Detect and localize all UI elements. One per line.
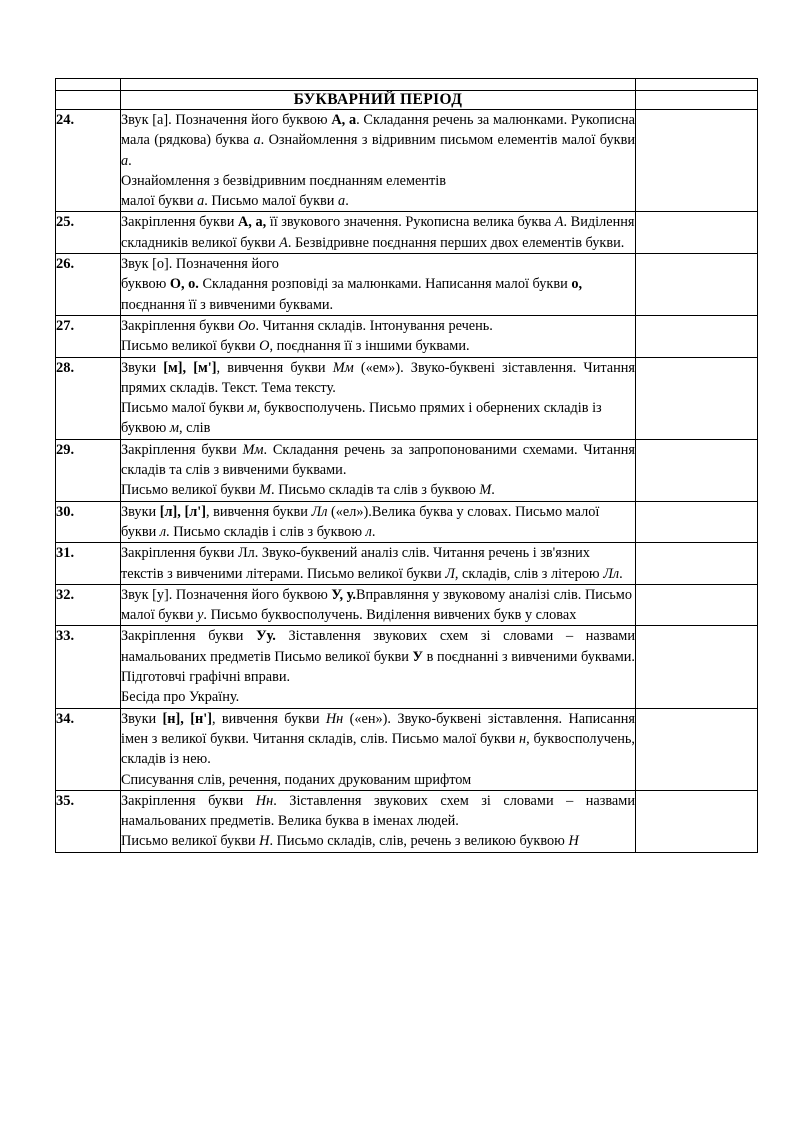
content-paragraph: Закріплення букви Оо. Читання складів. Інтонування речень. bbox=[121, 317, 493, 334]
row-number-cell: 26. bbox=[56, 254, 121, 316]
table-row bbox=[56, 790, 758, 852]
row-content-cell bbox=[121, 543, 636, 585]
table-row bbox=[56, 501, 758, 543]
table-spacer-row bbox=[56, 79, 758, 91]
row-content-cell bbox=[121, 708, 636, 790]
row-notes-cell bbox=[636, 315, 758, 357]
content-paragraph: Письмо великої букви О, поєднання її з іншими буквами. bbox=[121, 338, 470, 355]
row-notes-cell bbox=[636, 790, 758, 852]
row-notes-cell bbox=[636, 501, 758, 543]
row-notes-cell bbox=[636, 357, 758, 439]
content-paragraph: Звуки [н], [н'], вивчення букви Нн («ен»). Звуко-буквені зіставлення. Написання імен з великої букви. Читання складів, слів. Письмо малої букви н, буквосполучень, складів із нею. bbox=[121, 710, 635, 768]
page-title: БУКВАРНИЙ ПЕРІОД bbox=[121, 91, 636, 110]
row-content-cell bbox=[121, 501, 636, 543]
content-paragraph: Закріплення букви А, а, її звукового значення. Рукописна велика буква А. Виділення складників великої букви А. Безвідривне поєднання перших двох елементів букви. bbox=[121, 214, 635, 251]
row-notes-cell bbox=[636, 626, 758, 708]
content-paragraph: Закріплення букви Лл. Звуко-буквений аналіз слів. Читання речень і зв'язних текстів з вивченими літерами. Письмо великої букви Л, складів, слів з літерою Лл. bbox=[121, 545, 623, 582]
row-content-cell bbox=[121, 315, 636, 357]
table-row bbox=[56, 439, 758, 501]
table-row bbox=[56, 212, 758, 254]
content-paragraph: Звуки [м], [м'], вивчення букви Мм («ем»). Звуко-буквені зіставлення. Читання прямих складів. Текст. Тема тексту. bbox=[121, 359, 636, 396]
spacer-cell-notes bbox=[636, 79, 758, 91]
row-content-cell bbox=[121, 790, 636, 852]
row-notes-cell bbox=[636, 254, 758, 316]
row-number-cell: 27. bbox=[56, 315, 121, 357]
table-body bbox=[56, 79, 758, 853]
row-number-cell: 30. bbox=[56, 501, 121, 543]
table-row bbox=[56, 708, 758, 790]
content-paragraph: Закріплення букви Мм. Складання речень за запропонованими схемами. Читання складів та слів з вивченими буквами. bbox=[121, 441, 635, 479]
header-cell-notes bbox=[636, 91, 758, 110]
row-content-cell bbox=[121, 254, 636, 316]
row-number-cell: 25. bbox=[56, 212, 121, 254]
content-paragraph: Звук [а]. Позначення його буквою А, а. Складання речень за малюнками. Рукописна мала (рядкова) буква а. Ознайомлення з відривним письмом елементів малої букви а. bbox=[121, 112, 635, 169]
row-content-cell bbox=[121, 626, 636, 708]
row-notes-cell bbox=[636, 708, 758, 790]
content-paragraph: буквою О, о. Складання розповіді за малюнками. Написання малої букви о, поєднання її з вивченими буквами. bbox=[121, 276, 583, 313]
content-paragraph: Письмо малої букви м, буквосполучень. Письмо прямих і обернених складів із буквою м, слів bbox=[121, 400, 602, 437]
row-content-cell bbox=[121, 110, 636, 212]
row-notes-cell bbox=[636, 584, 758, 626]
content-paragraph: Звук [у]. Позначення його буквою У, у.Вправляння у звуковому аналізі слів. Письмо малої букви у. Письмо буквосполучень. Виділення вивчених букв у словах bbox=[121, 586, 632, 624]
row-notes-cell bbox=[636, 110, 758, 212]
table-row bbox=[56, 315, 758, 357]
row-number-cell: 31. bbox=[56, 543, 121, 585]
table-row bbox=[56, 584, 758, 626]
row-number-cell: 29. bbox=[56, 439, 121, 501]
content-paragraph: Звуки [л], [л'], вивчення букви Лл («ел»).Велика буква у словах. Письмо малої букви л. Письмо складів і слів з буквою л. bbox=[121, 503, 600, 540]
table-row bbox=[56, 110, 758, 212]
table-row bbox=[56, 254, 758, 316]
bukvarnyi-period-table bbox=[55, 78, 758, 853]
row-content-cell bbox=[121, 584, 636, 626]
row-number-cell: 34. bbox=[56, 708, 121, 790]
row-content-cell bbox=[121, 439, 636, 501]
spacer-cell-number bbox=[56, 79, 121, 91]
row-number-cell: 33. bbox=[56, 626, 121, 708]
content-paragraph: Письмо великої букви М. Письмо складів та слів з буквою М. bbox=[121, 482, 495, 499]
content-paragraph: Закріплення букви Нн. Зіставлення звукових схем зі словами – назвами намальованих предметів. Велика буква в іменах людей. bbox=[121, 792, 635, 830]
table-row bbox=[56, 626, 758, 708]
table-row bbox=[56, 357, 758, 439]
content-paragraph: малої букви а. Письмо малої букви а. bbox=[121, 193, 349, 210]
table-header-row bbox=[56, 91, 758, 110]
row-number-cell: 28. bbox=[56, 357, 121, 439]
content-paragraph: Списування слів, речення, поданих друкованим шрифтом bbox=[121, 771, 472, 788]
row-content-cell bbox=[121, 357, 636, 439]
spacer-cell-content bbox=[121, 79, 636, 91]
row-number-cell: 32. bbox=[56, 584, 121, 626]
row-notes-cell bbox=[636, 543, 758, 585]
row-notes-cell bbox=[636, 212, 758, 254]
content-paragraph: Письмо великої букви Н. Письмо складів, слів, речень з великою буквою Н bbox=[121, 833, 579, 850]
row-content-cell bbox=[121, 212, 636, 254]
content-paragraph: Закріплення букви Уу. Зіставлення звукових схем зі словами – назвами намальованих предметів Письмо великої букви У в поєднанні з вивченими буквами. Підготовчі графічні вправи. bbox=[121, 628, 635, 686]
row-number-cell: 24. bbox=[56, 110, 121, 212]
content-paragraph: Звук [о]. Позначення його bbox=[121, 256, 279, 273]
row-number-cell: 35. bbox=[56, 790, 121, 852]
header-cell-number bbox=[56, 91, 121, 110]
row-notes-cell bbox=[636, 439, 758, 501]
content-paragraph: Бесіда про Україну. bbox=[121, 689, 240, 706]
table-row bbox=[56, 543, 758, 585]
content-paragraph: Ознайомлення з безвідривним поєднанням елементів bbox=[121, 172, 446, 189]
